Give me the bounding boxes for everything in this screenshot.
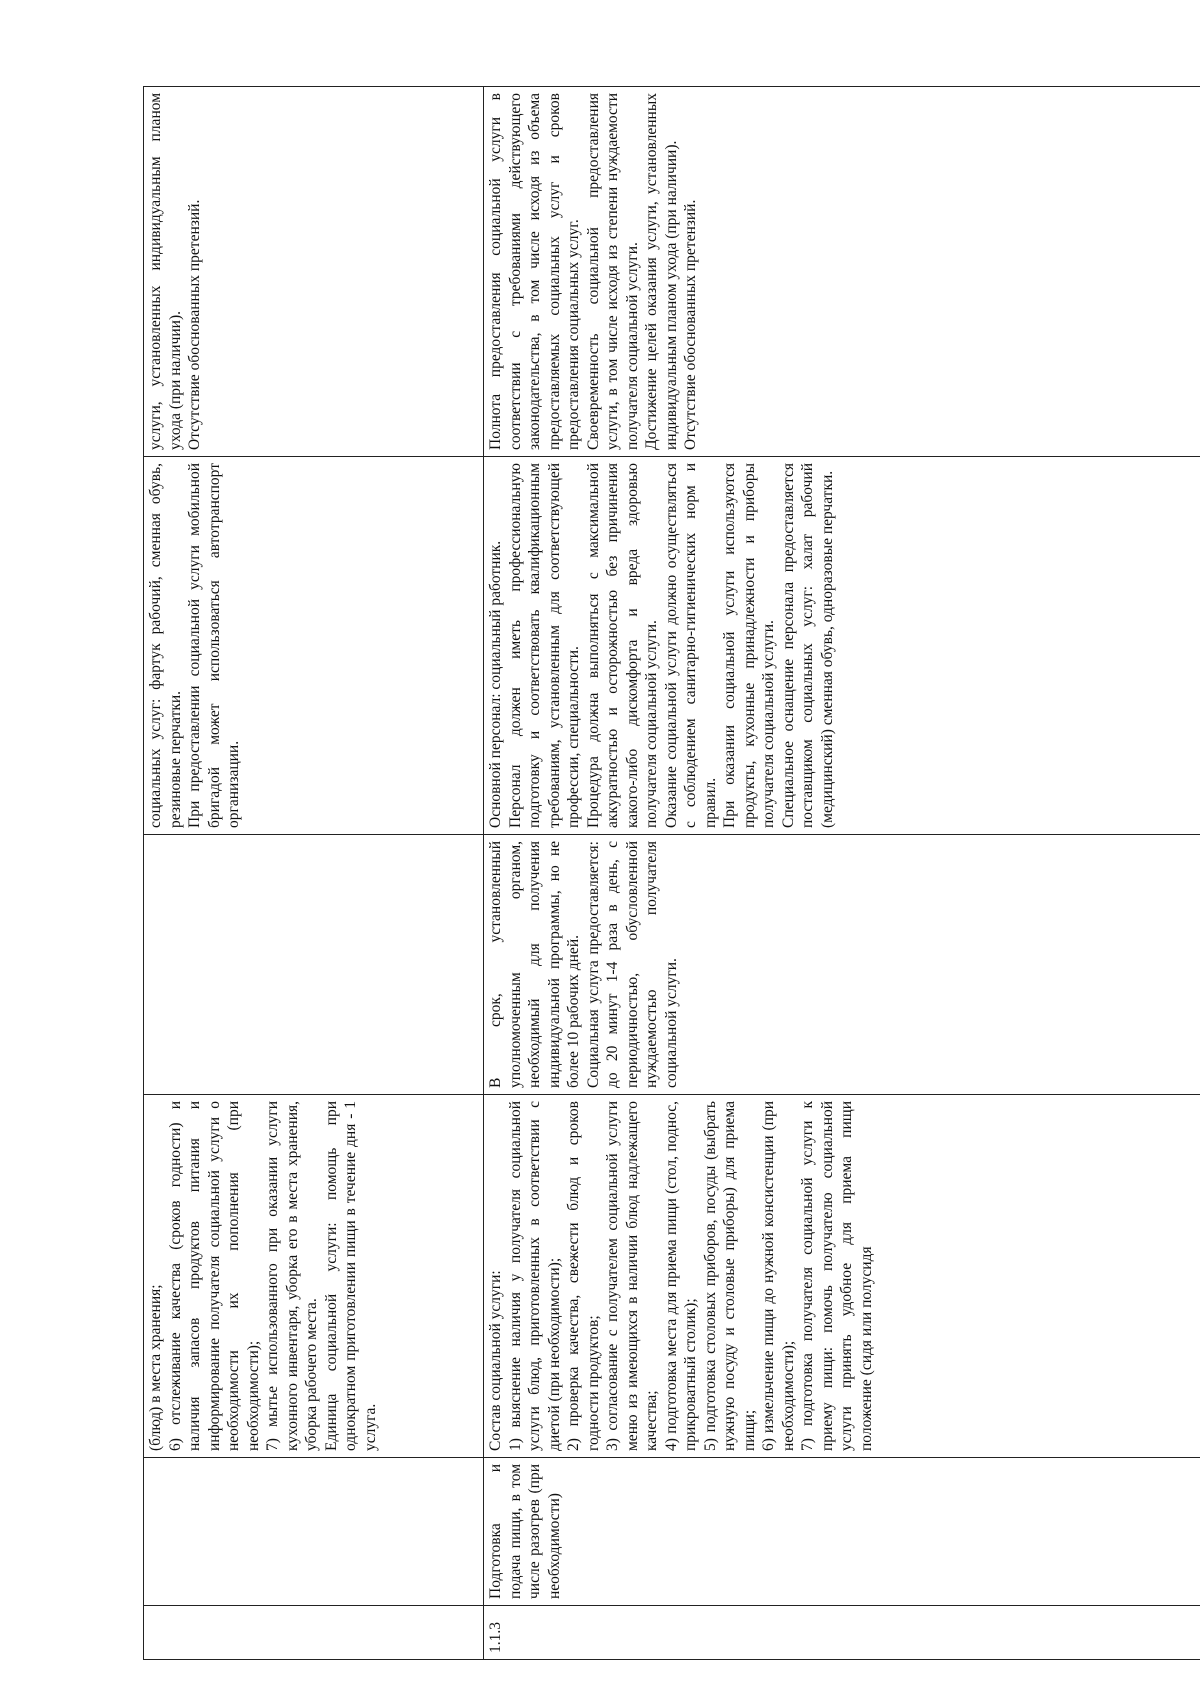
quality-line: Отсутствие обоснованных претензий.	[186, 199, 203, 450]
quality-line: Своевременность социальной предоставления услуги, в том числе исходя из степени нуждаемости получателя социальной услуги.	[584, 93, 641, 450]
cell-quality	[484, 87, 1200, 457]
conditions-line: Специальное оснащение персонала предоставляется поставщиком социальных услуг: халат рабочий (медицинский) сменная обувь, одноразовые перчатки.	[779, 463, 836, 828]
description-line: 3) согласование с получателем социальной услуги меню из имеющихся в наличии блюд надлежащего качества;	[604, 1101, 660, 1451]
description-line: 7) подготовка получателя социальной услуги к приему пищи: помочь получателю социальной услуги принять удобное для приема пищи положение (сидя или полусидя	[799, 1101, 875, 1451]
description-line: Состав социальной услуги:	[487, 1270, 504, 1451]
cell-timing	[144, 835, 484, 1095]
table-row-1-1-3	[484, 87, 1200, 1660]
description-line: 4) подготовка места для приема пищи (стол, поднос, прикроватный столик);	[662, 1101, 699, 1451]
conditions-line: При предоставлении социальной услуги мобильной бригадой может использоваться автотранспорт организации.	[186, 463, 242, 828]
conditions-line: При оказании социальной услуги используются продукты, кухонные принадлежности и приборы получателя социальной услуги.	[721, 463, 777, 828]
cell-number: 1.1.3	[484, 1606, 1200, 1660]
description-line: 1) выяснение наличия у получателя социальной услуги блюд, приготовленных в соответствии с диетой (при необходимости);	[506, 1101, 563, 1451]
quality-line: Полнота предоставления социальной услуги в соответствии с требованиями действующего законодательства, в том числе исходя из объема предоставляемых социальных услуг и сроков предоставления социальных услуг.	[487, 93, 582, 450]
services-table	[143, 86, 1200, 1660]
cell-conditions	[144, 457, 484, 835]
rotated-document-sheet	[143, 87, 1200, 1660]
description-line: 6) измельчение пищи до нужной консистенции (при необходимости);	[760, 1101, 797, 1451]
description-line: 6) отслеживание качества (сроков годности) и наличия запасов продуктов питания и информирование получателя социальной услуги о необходимости их пополнения (при необходимости);	[166, 1101, 262, 1451]
quality-line: Отсутствие обоснованных претензий.	[682, 199, 699, 450]
cell-timing	[484, 835, 1200, 1095]
cell-description	[484, 1095, 1200, 1458]
description-line: (блюд) в места хранения;	[147, 1284, 164, 1451]
table-row-continued	[144, 87, 484, 1660]
cell-conditions	[484, 457, 1200, 835]
conditions-line: Персонал должен иметь профессиональную подготовку и соответствовать квалификационным требованиям, установленным для соответствующей профессии, специальности.	[506, 463, 582, 828]
cell-quality	[144, 87, 484, 457]
cell-service-name	[144, 1458, 484, 1606]
conditions-line: Оказание социальной услуги должно осуществляться с соблюдением санитарно-гигиенических норм и правил.	[662, 463, 719, 828]
conditions-line: социальных услуг: фартук рабочий, сменная обувь, резиновые перчатки.	[147, 463, 184, 828]
timing-line: Социальная услуга предоставляется: до 20 минут 1-4 раза в день, с периодичностью, обусловленной нуждаемостью получателя социальной услуги.	[584, 841, 680, 1088]
cell-description	[144, 1095, 484, 1458]
description-line: Единица социальной услуги: помощь при однократном приготовлении пищи в течение дня - 1 услуга.	[322, 1101, 379, 1451]
cell-service-name: Подготовка и подача пищи, в том числе разогрев (при необходимости)	[484, 1458, 1200, 1606]
description-line: 5) подготовка столовых приборов, посуды (выбрать нужную посуду и столовые приборы) для приема пищи;	[701, 1101, 758, 1451]
description-line: 2) проверка качества, свежести блюд и сроков годности продуктов;	[565, 1101, 602, 1451]
quality-line: Достижение целей оказания услуги, установленных индивидуальным планом ухода (при наличии).	[643, 93, 680, 450]
timing-line: В срок, установленный уполномоченным органом, необходимый для получения индивидуальной программы, но не более 10 рабочих дней.	[487, 841, 582, 1088]
cell-number	[144, 1606, 484, 1660]
description-line: 7) мытье использованного при оказании услуги кухонного инвентаря, уборка его в места хранения, уборка рабочего места.	[264, 1101, 320, 1451]
quality-line: услуги, установленных индивидуальным планом ухода (при наличии).	[147, 93, 184, 450]
conditions-line: Основной персонал: социальный работник.	[487, 540, 504, 828]
conditions-line: Процедура должна выполняться с максимальной аккуратностью и осторожностью без причинения какого-либо дискомфорта и вреда здоровью получателя социальной услуги.	[584, 463, 660, 828]
